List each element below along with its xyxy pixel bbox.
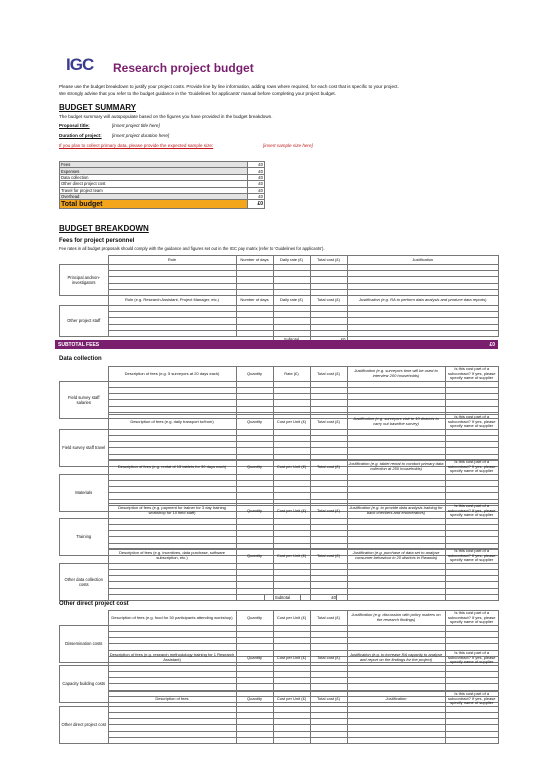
subcontract-header: Is this cost part of a subcontract? If yes, please specify name of supplier bbox=[445, 651, 499, 666]
unit-header: Cost per Unit (£) bbox=[273, 692, 310, 707]
justification-header: Justification (e.g. purchase of data set to analyse consumer behaviour in 20 districts in Rwanda) bbox=[347, 549, 445, 564]
blank-cell bbox=[60, 367, 109, 382]
justification-header: Justification (e.g. to increase RA capacity to analyse and report on the findings for the project) bbox=[347, 651, 445, 666]
desc-header: Description of fees (e.g. daily transport to/from) bbox=[108, 415, 236, 430]
data-collection-heading: Data collection bbox=[59, 356, 102, 362]
desc-header: Description of fees (e.g. 5 surveyors at 20 days each) bbox=[108, 367, 236, 382]
section-label: Materials bbox=[60, 474, 109, 511]
unit-header: Cost per Unit (£) bbox=[273, 611, 310, 626]
role-example: Role (e.g. Research Assistant, Project Manager, etc.) bbox=[108, 295, 236, 305]
summary-row-label: Data collection bbox=[60, 174, 248, 180]
justification-header: Justification (e.g. tablet rental to conduct primary data collection at 250 households) bbox=[347, 460, 445, 475]
justification-header: Justification (e.g. to provide data analysis training for back checkers and enumerators) bbox=[347, 504, 445, 519]
section-header-row bbox=[60, 611, 499, 626]
subcontract-header: Is this cost part of a subcontract? If yes, please specify name of supplier bbox=[445, 415, 499, 430]
col-justification: Justification bbox=[347, 256, 499, 265]
blank-cell bbox=[60, 651, 109, 666]
subcontract-header: Is this cost part of a subcontract? If yes, please specify name of supplier bbox=[445, 611, 499, 626]
summary-row-label: Travel for project team bbox=[60, 187, 248, 193]
subtotal-value: £0 bbox=[301, 594, 337, 601]
total-header: Total cost (£) bbox=[310, 692, 347, 707]
blank-cell bbox=[60, 256, 109, 265]
intro-text-1: Please use the budget breakdown to justify your project costs. Provide line by line information, adding rows where required, for each cost that is specific to your project. bbox=[59, 84, 399, 89]
section-header-row bbox=[60, 651, 499, 666]
summary-note: The budget summary will autopopulate based on the figures you have provided in the budget breakdown. bbox=[59, 114, 273, 119]
unit-header: Cost per Unit (£) bbox=[273, 460, 310, 475]
section-label: Other data collection costs bbox=[60, 563, 109, 600]
cell[interactable] bbox=[108, 594, 236, 600]
summary-row-label: Overhead bbox=[60, 193, 248, 199]
col-rate: Daily rate (£) bbox=[273, 295, 310, 305]
cell[interactable] bbox=[236, 737, 273, 743]
cell[interactable] bbox=[445, 737, 499, 743]
subtotal-fees-bar bbox=[55, 340, 498, 349]
qty-header: Quantity bbox=[236, 611, 273, 626]
cell[interactable] bbox=[108, 737, 236, 743]
fees-header-row bbox=[60, 256, 499, 265]
col-total: Total cost (£) bbox=[310, 295, 347, 305]
section-header-row bbox=[60, 415, 499, 430]
col-rate: Daily rate (£) bbox=[273, 256, 310, 265]
sample-size-label: If you plan to collect primary data, please provide the expected sample size: bbox=[59, 143, 214, 148]
section-header-row bbox=[60, 460, 499, 475]
justification-header: Justification (e.g. surveyors time will be used to interview 200 households) bbox=[347, 367, 445, 382]
total-budget-value: £0 bbox=[248, 200, 265, 209]
section-header-row bbox=[60, 367, 499, 382]
col-days: Number of days bbox=[236, 295, 273, 305]
summary-row-value: £0 bbox=[248, 168, 265, 174]
section-row bbox=[60, 737, 499, 743]
summary-row-value: £0 bbox=[248, 174, 265, 180]
blank-cell bbox=[60, 504, 109, 519]
unit-header: Cost per Unit (£) bbox=[273, 415, 310, 430]
cell[interactable] bbox=[445, 594, 499, 600]
total-header: Total cost (£) bbox=[310, 415, 347, 430]
section-label: Field survey staff travel bbox=[60, 429, 109, 466]
other-staff-label: Other project staff bbox=[60, 305, 109, 336]
justification-example: Justification (e.g. RA to perform data analysis and produce data reports) bbox=[347, 295, 499, 305]
unit-header: Cost per Unit (£) bbox=[273, 549, 310, 564]
total-header: Total cost (£) bbox=[310, 367, 347, 382]
total-header: Total cost (£) bbox=[310, 651, 347, 666]
data-collection-subtotal bbox=[264, 594, 337, 601]
total-budget-row bbox=[60, 200, 265, 209]
qty-header: Quantity bbox=[236, 460, 273, 475]
cell[interactable] bbox=[347, 594, 445, 600]
duration-label: Duration of project: bbox=[59, 133, 102, 138]
proposal-title-field[interactable]: [insert project title here] bbox=[112, 123, 160, 128]
subtotal-label: Subtotal bbox=[264, 594, 301, 601]
section-label: Capacity building costs bbox=[60, 665, 109, 702]
unit-header: Cost per Unit (£) bbox=[273, 651, 310, 666]
col-role: Role bbox=[108, 256, 236, 265]
principal-investigators-label: Principal andnon-investigators bbox=[60, 265, 109, 296]
section-label: Other direct project cost bbox=[60, 706, 109, 743]
blank-cell bbox=[60, 611, 109, 626]
section-header-row bbox=[60, 692, 499, 707]
total-budget-label: Total budget bbox=[60, 200, 248, 209]
summary-row-value: £0 bbox=[248, 162, 265, 168]
summary-row-label: Expenses bbox=[60, 168, 248, 174]
other_direct.sections.2-table bbox=[59, 691, 499, 744]
page-title: Research project budget bbox=[113, 61, 254, 75]
igc-logo: IGC bbox=[66, 55, 94, 74]
qty-header: Quantity bbox=[236, 367, 273, 382]
cell[interactable] bbox=[310, 737, 347, 743]
section-label: Field survey staff salaries bbox=[60, 381, 109, 418]
subtotal-fees-label: SUBTOTAL FEES bbox=[58, 342, 100, 348]
qty-header: Quantity bbox=[236, 504, 273, 519]
total-header: Total cost (£) bbox=[310, 549, 347, 564]
sample-size-field[interactable]: [insert sample size here] bbox=[263, 143, 313, 148]
summary-row-label: Fees bbox=[60, 162, 248, 168]
desc-header: Description of fees (e.g. incentives, data purchase, software subscription, etc.) bbox=[108, 549, 236, 564]
justification-header: Justification (e.g. surveyors visit to 10 districts to carry out baseline survey) bbox=[347, 415, 445, 430]
budget-breakdown-heading: BUDGET BREAKDOWN bbox=[59, 224, 149, 233]
summary-row-label: Other direct project cost bbox=[60, 181, 248, 187]
fees-heading: Fees for project personnel bbox=[59, 238, 135, 244]
fees-note: Fee rates in all budget proposals should comply with the guidance and figures set out in the IGC pay matrix (refer to 'Guidelines for applicants'). bbox=[59, 246, 325, 251]
section-header-row bbox=[60, 549, 499, 564]
unit-header: Cost per Unit (£) bbox=[273, 504, 310, 519]
unit-header: Rate (£) bbox=[273, 367, 310, 382]
desc-header: Description of fees (e.g. research methodology training for 1 Research Assistant) bbox=[108, 651, 236, 666]
total-header: Total cost (£) bbox=[310, 504, 347, 519]
qty-header: Quantity bbox=[236, 549, 273, 564]
justification-header: Justification bbox=[347, 692, 445, 707]
summary-row-value: £0 bbox=[248, 187, 265, 193]
subcontract-header: Is this cost part of a subcontract? If yes, please specify name of supplier bbox=[445, 367, 499, 382]
fees-table bbox=[59, 255, 499, 343]
desc-header: Description of fees (e.g. payment for trainer for 3 day training workshop for 10 field staff) bbox=[108, 504, 236, 519]
qty-header: Quantity bbox=[236, 651, 273, 666]
summary-row-value: £0 bbox=[248, 181, 265, 187]
intro-text-2: We strongly advise that you refer to the budget guidance in the 'Guidelines for applicants' manual before completing your project budget. bbox=[59, 91, 336, 96]
desc-header: Description of fees bbox=[108, 692, 236, 707]
col-total: Total cost (£) bbox=[310, 256, 347, 265]
summary-row-value: £0 bbox=[248, 193, 265, 199]
blank-cell bbox=[60, 692, 109, 707]
blank-cell bbox=[60, 549, 109, 564]
cell[interactable] bbox=[273, 737, 310, 743]
blank-cell bbox=[60, 295, 109, 305]
other-direct-heading: Other direct project cost bbox=[59, 601, 129, 607]
qty-header: Quantity bbox=[236, 692, 273, 707]
subtotal-fees-value: £0 bbox=[489, 342, 495, 348]
data_collection.sections.4-table bbox=[59, 548, 499, 601]
subcontract-header: Is this cost part of a subcontract? If yes, please specify name of supplier bbox=[445, 504, 499, 519]
proposal-title-label: Proposal title: bbox=[59, 123, 90, 128]
total-header: Total cost (£) bbox=[310, 460, 347, 475]
blank-cell bbox=[60, 415, 109, 430]
budget-summary-heading: BUDGET SUMMARY bbox=[59, 103, 137, 112]
desc-header: Description of fees (e.g. food for 30 participants attending workshop) bbox=[108, 611, 236, 626]
data_collection.sections.0-table bbox=[59, 366, 499, 419]
summary-table bbox=[59, 161, 265, 209]
subcontract-header: Is this cost part of a subcontract? If yes, please specify name of supplier bbox=[445, 460, 499, 475]
cell[interactable] bbox=[347, 737, 445, 743]
duration-field[interactable]: [insert project duration here] bbox=[112, 133, 170, 138]
col-days: Number of days bbox=[236, 256, 273, 265]
justification-header: Justification (e.g. discussion with policy makers on the research findings) bbox=[347, 611, 445, 626]
blank-cell bbox=[60, 460, 109, 475]
qty-header: Quantity bbox=[236, 415, 273, 430]
section-header-row bbox=[60, 504, 499, 519]
total-header: Total cost (£) bbox=[310, 611, 347, 626]
section-label: Dissemination costs bbox=[60, 625, 109, 662]
subcontract-header: Is this cost part of a subcontract? If yes, please specify name of supplier bbox=[445, 549, 499, 564]
fees-example-row bbox=[60, 295, 499, 305]
desc-header: Description of fees (e.g. rental of 15 tablets for 30 days each) bbox=[108, 460, 236, 475]
subcontract-header: Is this cost part of a subcontract? If yes, please specify name of supplier bbox=[445, 692, 499, 707]
section-label: Training bbox=[60, 518, 109, 555]
